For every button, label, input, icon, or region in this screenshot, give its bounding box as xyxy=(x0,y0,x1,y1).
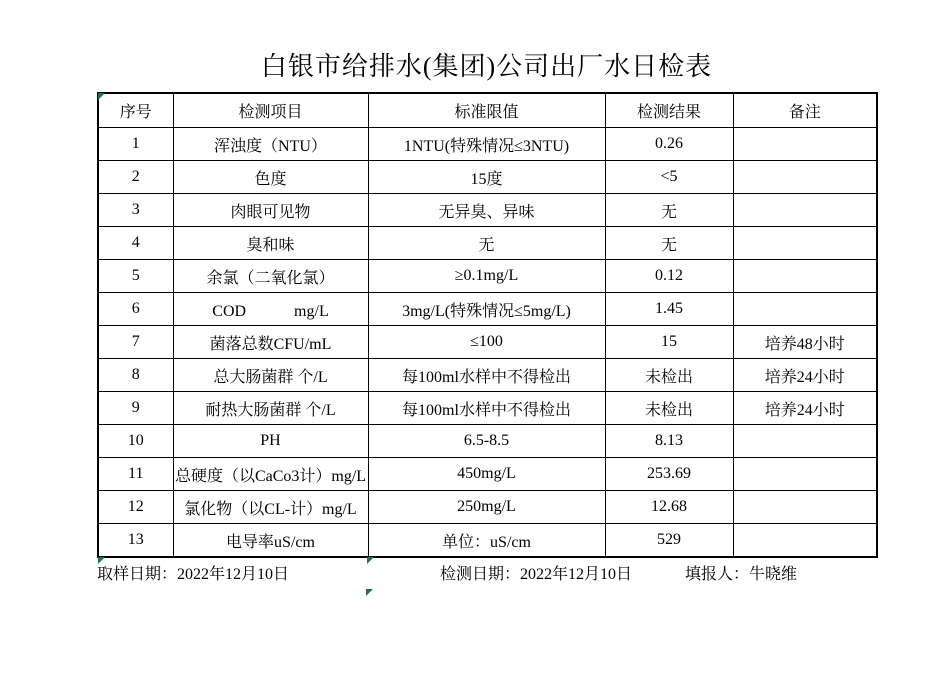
table-body xyxy=(98,128,877,558)
reporter-value: 牛晓维 xyxy=(749,566,798,583)
table-row xyxy=(98,260,877,293)
cell-no: 11 xyxy=(98,458,173,491)
table-row xyxy=(98,293,877,326)
cell-no: 6 xyxy=(98,293,173,326)
cell-item: PH xyxy=(173,425,368,458)
cell-result: 0.26 xyxy=(605,128,733,161)
cell-remark: 培养24小时 xyxy=(733,359,877,392)
cell-item: 臭和味 xyxy=(173,227,368,260)
daily-inspection-table xyxy=(97,92,878,558)
cell-limit: 每100ml水样中不得检出 xyxy=(368,359,605,392)
cell-remark xyxy=(733,194,877,227)
cell-limit: 无异臭、异味 xyxy=(368,194,605,227)
reporter xyxy=(685,561,797,584)
sampling-date xyxy=(97,561,289,584)
cell-item: 耐热大肠菌群 个/L xyxy=(173,392,368,425)
cell-remark xyxy=(733,425,877,458)
cell-error-indicator-icon xyxy=(98,93,105,100)
cell-item: 电导率uS/cm xyxy=(173,524,368,558)
cell-item: 余氯（二氧化氯） xyxy=(173,260,368,293)
cell-limit: 6.5-8.5 xyxy=(368,425,605,458)
sampling-date-label: 取样日期： xyxy=(97,566,178,583)
table-row xyxy=(98,194,877,227)
table-row xyxy=(98,392,877,425)
cell-result: 1.45 xyxy=(605,293,733,326)
header-remark: 备注 xyxy=(733,93,877,128)
table-row xyxy=(98,524,877,558)
cell-item: 色度 xyxy=(173,161,368,194)
reporter-label: 填报人： xyxy=(685,566,750,583)
cell-item: 浑浊度（NTU） xyxy=(173,128,368,161)
cell-remark: 培养48小时 xyxy=(733,326,877,359)
cell-limit: 15度 xyxy=(368,161,605,194)
table-row xyxy=(98,161,877,194)
header-result: 检测结果 xyxy=(605,93,733,128)
cell-no: 10 xyxy=(98,425,173,458)
table-row xyxy=(98,326,877,359)
cell-limit: 3mg/L(特殊情况≤5mg/L) xyxy=(368,293,605,326)
cell-no: 5 xyxy=(98,260,173,293)
cell-remark: 培养24小时 xyxy=(733,392,877,425)
cell-limit: 无 xyxy=(368,227,605,260)
table-row xyxy=(98,359,877,392)
cell-result: 无 xyxy=(605,227,733,260)
cell-result: 12.68 xyxy=(605,491,733,524)
table-row xyxy=(98,128,877,161)
header-no: 序号 xyxy=(98,93,173,128)
cell-result: 529 xyxy=(605,524,733,558)
cell-no: 12 xyxy=(98,491,173,524)
test-date-label: 检测日期： xyxy=(440,566,521,583)
header-item: 检测项目 xyxy=(173,93,368,128)
cell-no: 4 xyxy=(98,227,173,260)
test-date-value: 2022年12月10日 xyxy=(520,566,633,583)
cell-remark xyxy=(733,293,877,326)
cell-limit: 250mg/L xyxy=(368,491,605,524)
header-row xyxy=(98,93,877,128)
cell-no: 1 xyxy=(98,128,173,161)
table-row xyxy=(98,491,877,524)
table-row xyxy=(98,227,877,260)
cell-item: 氯化物（以CL-计）mg/L xyxy=(173,491,368,524)
cell-result: 8.13 xyxy=(605,425,733,458)
cell-no: 7 xyxy=(98,326,173,359)
cell-remark xyxy=(733,227,877,260)
cell-remark xyxy=(733,458,877,491)
cell-item: COD mg/L xyxy=(173,293,368,326)
cell-result: 0.12 xyxy=(605,260,733,293)
cell-no: 2 xyxy=(98,161,173,194)
table-row xyxy=(98,458,877,491)
cell-result: 未检出 xyxy=(605,359,733,392)
cell-limit: 每100ml水样中不得检出 xyxy=(368,392,605,425)
cell-result: 253.69 xyxy=(605,458,733,491)
cell-no: 8 xyxy=(98,359,173,392)
cell-item: 肉眼可见物 xyxy=(173,194,368,227)
cell-remark xyxy=(733,491,877,524)
test-date xyxy=(440,561,632,584)
cell-no: 9 xyxy=(98,392,173,425)
cell-remark xyxy=(733,524,877,558)
cell-result: 15 xyxy=(605,326,733,359)
cell-item: 总硬度（以CaCo3计）mg/L xyxy=(173,458,368,491)
cell-remark xyxy=(733,260,877,293)
cell-result: 无 xyxy=(605,194,733,227)
cell-limit: ≥0.1mg/L xyxy=(368,260,605,293)
cell-item: 总大肠菌群 个/L xyxy=(173,359,368,392)
page-title: 白银市给排水(集团)公司出厂水日检表 xyxy=(260,52,713,81)
cell-remark xyxy=(733,161,877,194)
cell-limit: ≤100 xyxy=(368,326,605,359)
cell-result: 未检出 xyxy=(605,392,733,425)
table-row xyxy=(98,425,877,458)
footer xyxy=(0,561,948,591)
cell-result: <5 xyxy=(605,161,733,194)
cell-no: 3 xyxy=(98,194,173,227)
cell-no: 13 xyxy=(98,524,173,558)
cell-limit: 1NTU(特殊情况≤3NTU) xyxy=(368,128,605,161)
cell-item: 菌落总数CFU/mL xyxy=(173,326,368,359)
cell-remark xyxy=(733,128,877,161)
cell-limit: 单位：uS/cm xyxy=(368,524,605,558)
cell-limit: 450mg/L xyxy=(368,458,605,491)
header-limit: 标准限值 xyxy=(368,93,605,128)
sampling-date-value: 2022年12月10日 xyxy=(177,566,290,583)
